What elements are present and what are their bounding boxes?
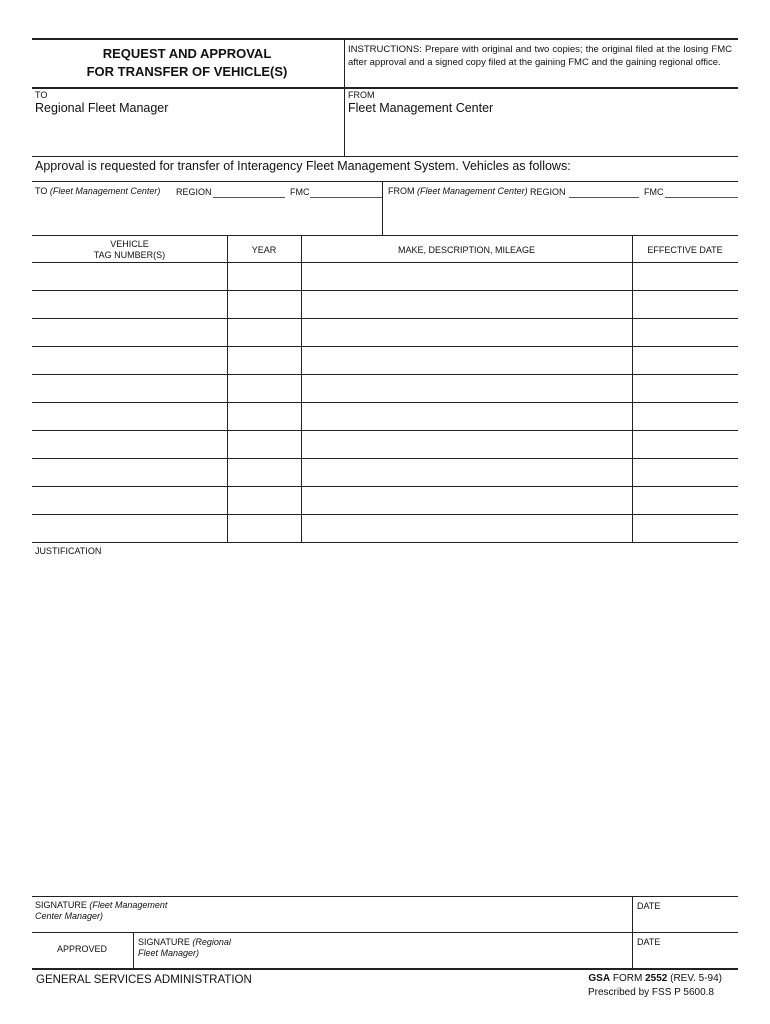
- table-cell-make-description[interactable]: [304, 298, 629, 314]
- footer-agency: GENERAL SERVICES ADMINISTRATION: [36, 974, 252, 986]
- table-cell-make-description[interactable]: [304, 410, 629, 426]
- table-cell-effective-date[interactable]: [635, 298, 735, 314]
- table-cell-make-description[interactable]: [304, 382, 629, 398]
- form-number: 2552: [645, 973, 668, 984]
- header-vehicle-tag: [32, 239, 227, 261]
- table-cell-tag-number[interactable]: [35, 466, 224, 482]
- header-vehicle-tag-line1: VEHICLE: [110, 239, 149, 249]
- to-fmc-label: [35, 186, 160, 196]
- sig2-label: [138, 937, 231, 959]
- table-cell-effective-date[interactable]: [635, 270, 735, 286]
- table-cell-tag-number[interactable]: [35, 522, 224, 538]
- table-cell-year[interactable]: [230, 382, 298, 398]
- header-make-description: MAKE, DESCRIPTION, MILEAGE: [397, 245, 536, 255]
- sig2-qualifier-line2: Fleet Manager): [138, 948, 200, 958]
- form-prefix: GSA: [588, 973, 611, 984]
- form-revision: (REV. 5-94): [670, 973, 722, 984]
- form-title-line1: REQUEST AND APPROVAL: [102, 46, 272, 61]
- to-fmc-input[interactable]: [310, 197, 382, 198]
- table-cell-tag-number[interactable]: [35, 438, 224, 454]
- table-cell-make-description[interactable]: [304, 494, 629, 510]
- header-vehicle-tag-line2: TAG NUMBER(S): [93, 250, 166, 260]
- header-year: YEAR: [251, 245, 277, 255]
- table-cell-tag-number[interactable]: [35, 382, 224, 398]
- to-fmc-field-label: FMC: [290, 187, 310, 197]
- date-label-1: DATE: [637, 901, 661, 911]
- sig2-label-text: SIGNATURE: [138, 937, 190, 947]
- table-cell-make-description[interactable]: [304, 270, 629, 286]
- from-fmc-field-label: FMC: [644, 187, 664, 197]
- date-field-2[interactable]: [634, 948, 738, 966]
- table-cell-tag-number[interactable]: [35, 494, 224, 510]
- table-cell-tag-number[interactable]: [35, 270, 224, 286]
- table-cell-effective-date[interactable]: [635, 382, 735, 398]
- table-cell-effective-date[interactable]: [635, 354, 735, 370]
- sig1-qualifier-line1: (Fleet Management: [89, 900, 168, 910]
- justification-label: JUSTIFICATION: [35, 546, 102, 556]
- date-field-1[interactable]: [634, 912, 738, 932]
- table-cell-effective-date[interactable]: [635, 410, 735, 426]
- table-cell-make-description[interactable]: [304, 326, 629, 342]
- table-cell-year[interactable]: [230, 494, 298, 510]
- header-effective-date: EFFECTIVE DATE: [647, 245, 723, 255]
- table-cell-year[interactable]: [230, 354, 298, 370]
- approved-label: APPROVED: [56, 944, 107, 954]
- from-fmc-label: [388, 186, 528, 196]
- table-cell-effective-date[interactable]: [635, 466, 735, 482]
- form-number-line: [560, 973, 722, 984]
- table-cell-year[interactable]: [230, 270, 298, 286]
- to-value-field[interactable]: Regional Fleet Manager: [35, 101, 169, 115]
- form-word: FORM: [612, 973, 643, 984]
- table-cell-year[interactable]: [230, 410, 298, 426]
- from-fmc-input[interactable]: [665, 197, 738, 198]
- approval-statement: Approval is requested for transfer of Interagency Fleet Management System. Vehicles as follows:: [35, 159, 571, 173]
- table-cell-tag-number[interactable]: [35, 326, 224, 342]
- sig2-field[interactable]: [240, 934, 630, 966]
- to-region-label: REGION: [176, 187, 212, 197]
- prescribed-by: Prescribed by FSS P 5600.8: [588, 987, 714, 998]
- table-cell-effective-date[interactable]: [635, 438, 735, 454]
- instructions-text: INSTRUCTIONS: Prepare with original and two copies; the original filed at the losing FMC after approval and a signed copy filed at the gaining FMC and the gaining regional office.: [348, 44, 732, 68]
- table-cell-effective-date[interactable]: [635, 522, 735, 538]
- sig1-label-text: SIGNATURE: [35, 900, 87, 910]
- from-fmc-label-text: FROM: [388, 186, 415, 196]
- sig2-qualifier-line1: (Regional: [192, 937, 231, 947]
- table-cell-make-description[interactable]: [304, 466, 629, 482]
- from-region-input[interactable]: [569, 197, 639, 198]
- table-cell-effective-date[interactable]: [635, 494, 735, 510]
- table-cell-make-description[interactable]: [304, 438, 629, 454]
- sig1-qualifier-line2: Center Manager): [35, 911, 104, 921]
- table-cell-tag-number[interactable]: [35, 354, 224, 370]
- table-cell-make-description[interactable]: [304, 354, 629, 370]
- to-region-input[interactable]: [213, 197, 285, 198]
- date-label-2: DATE: [637, 937, 661, 947]
- table-cell-year[interactable]: [230, 466, 298, 482]
- table-cell-effective-date[interactable]: [635, 326, 735, 342]
- to-label: TO: [35, 90, 48, 100]
- from-region-label: REGION: [530, 187, 566, 197]
- from-value-field[interactable]: Fleet Management Center: [348, 101, 494, 115]
- sig1-field[interactable]: [170, 898, 630, 932]
- table-cell-year[interactable]: [230, 522, 298, 538]
- table-cell-tag-number[interactable]: [35, 298, 224, 314]
- to-fmc-qualifier: (Fleet Management Center): [49, 186, 161, 196]
- form-title-line2: FOR TRANSFER OF VEHICLE(S): [86, 64, 288, 79]
- from-fmc-qualifier: (Fleet Management Center): [417, 186, 528, 196]
- table-cell-make-description[interactable]: [304, 522, 629, 538]
- sig1-label: [35, 900, 167, 922]
- from-label: FROM: [348, 90, 375, 100]
- table-cell-year[interactable]: [230, 326, 298, 342]
- table-cell-tag-number[interactable]: [35, 410, 224, 426]
- justification-field[interactable]: [32, 558, 738, 894]
- table-cell-year[interactable]: [230, 438, 298, 454]
- table-cell-year[interactable]: [230, 298, 298, 314]
- to-fmc-label-text: TO: [35, 186, 48, 196]
